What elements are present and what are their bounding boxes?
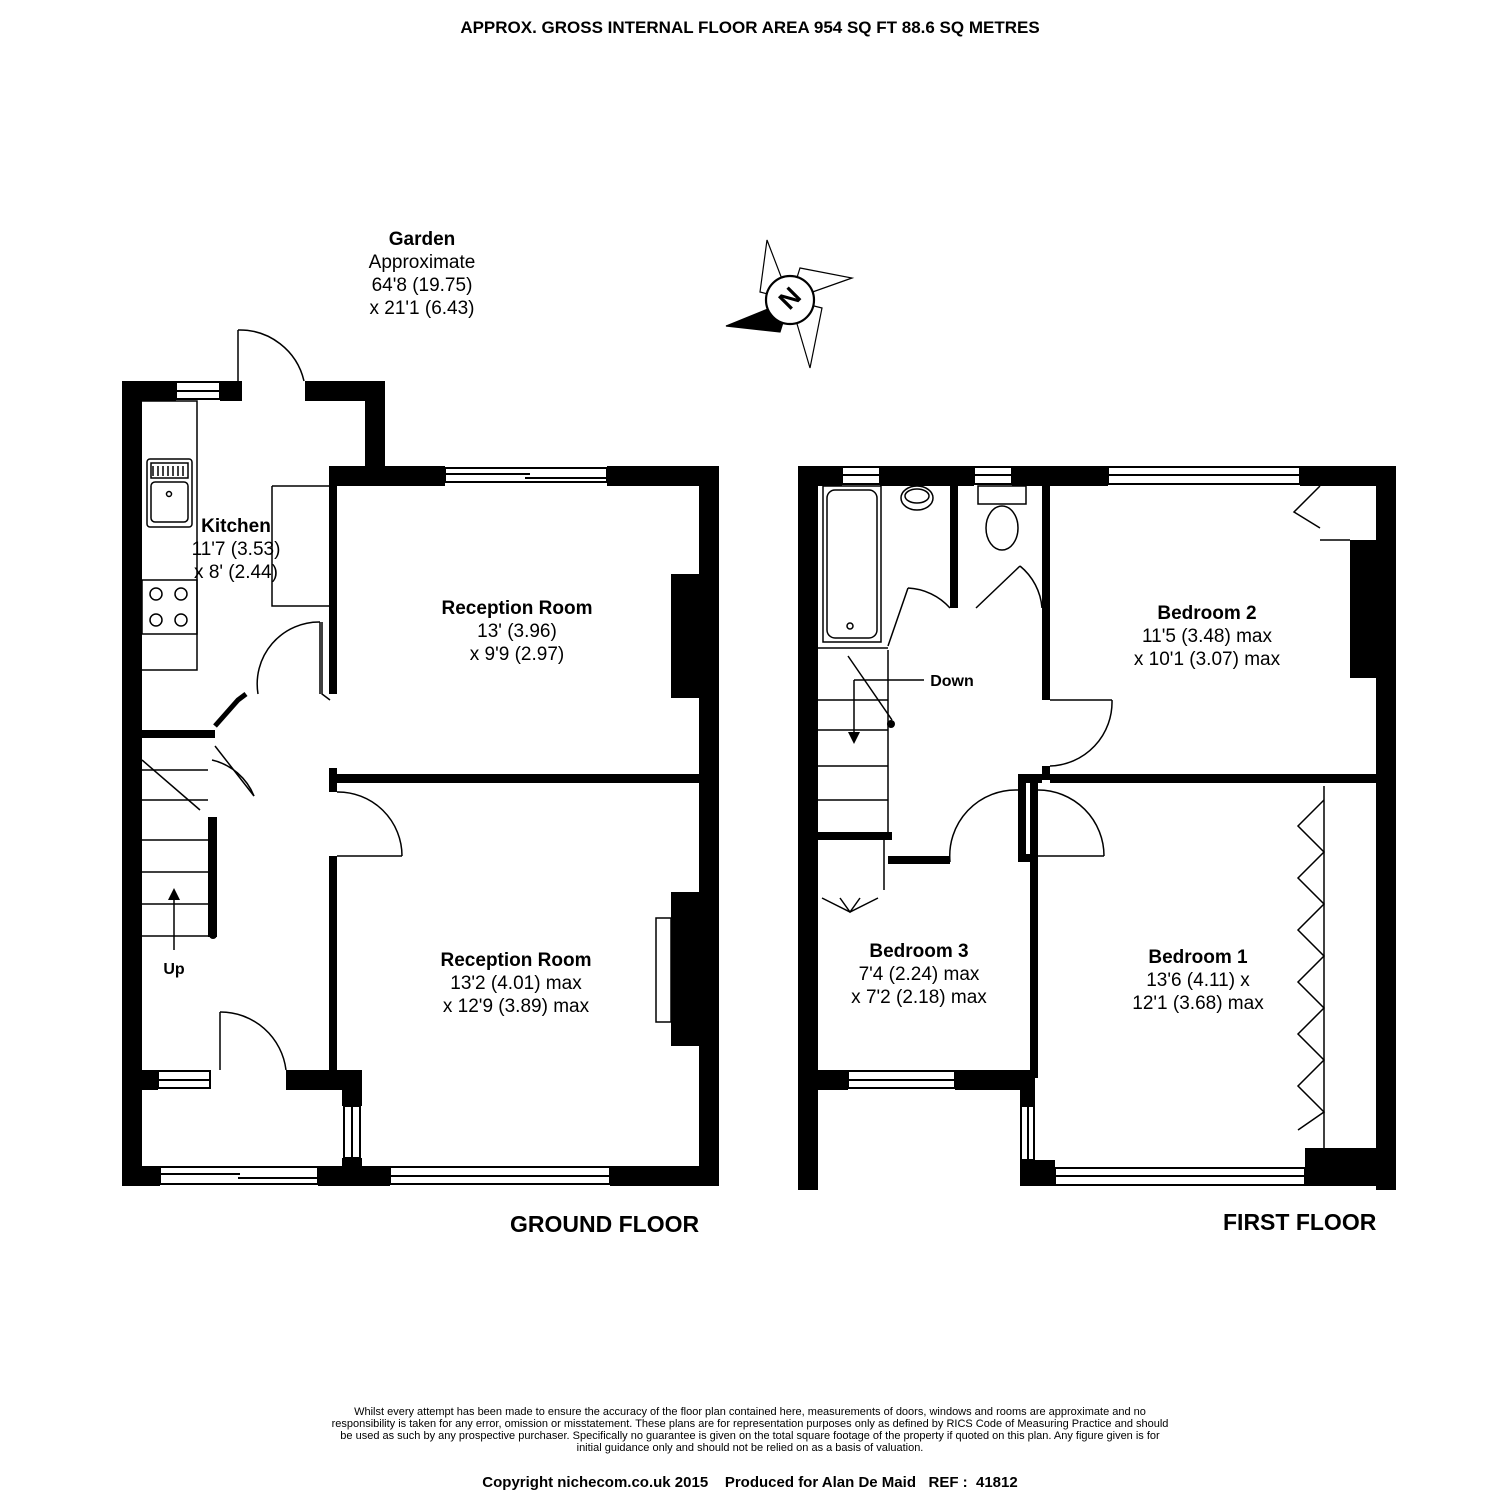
first-floor-fixtures [816,486,1350,1148]
room-name: Bedroom 3 [869,941,969,962]
room-dim1: 13'2 (4.01) max [450,973,582,994]
room-dim1: 13' (3.96) [477,621,557,642]
room-name: Bedroom 1 [1148,947,1248,968]
stairs-down-label: Down [930,673,974,690]
room-dim1: 11'7 (3.53) [191,539,281,560]
room-label-bedroom-1 [1132,946,1263,1015]
room-name: Kitchen [201,516,271,537]
room-label-bedroom-2 [1134,602,1280,671]
ground-floor-fixtures [142,330,671,1070]
room-dim1: 13'6 (4.11) x [1146,970,1250,991]
room-dim1: 11'5 (3.48) max [1141,626,1273,647]
room-dim2: x 7'2 (2.18) max [851,987,987,1008]
room-label-reception-room-1 [442,597,593,666]
room-dim2: 12'1 (3.68) max [1132,993,1264,1014]
room-label-kitchen [192,515,281,584]
room-name: Bedroom 2 [1157,603,1257,624]
disclaimer-text: Whilst every attempt has been made to ensure the accuracy of the floor plan contained here, measurements of doors, windows and rooms are approximate and no responsibility is taken for any error, omission or misstatement. These plans are for representation purposes only as defined by RICS Code of Measuring Practice and should be used as such by any prospective purchaser. Specifically no guarantee is given on the total square footage of the property if quoted on this plan. Any figure given is for initial guidance only and should not be relied on as a basis of valuation. [331,1406,1169,1454]
room-name: Reception Room [440,950,592,971]
room-dim2: x 12'9 (3.89) max [442,996,590,1017]
garden-label [369,228,476,320]
first-floor-windows [842,467,1305,1185]
garden-line2: 64'8 (19.75) [371,275,473,296]
room-name: Reception Room [441,598,593,619]
first-floor-title: FIRST FLOOR [1223,1209,1377,1235]
room-dim2: x 8' (2.44) [194,562,278,583]
ground-floor-walls [122,381,719,1186]
floor-area-header: APPROX. GROSS INTERNAL FLOOR AREA 954 SQ FT 88.6 SQ METRES [460,18,1040,37]
room-dim1: 7'4 (2.24) max [858,964,980,985]
room-label-reception-room-2 [441,949,592,1018]
stairs-up-label: Up [163,961,185,978]
garden-line1: Approximate [368,252,476,273]
room-dim2: x 9'9 (2.97) [469,644,565,665]
garden-name: Garden [388,229,456,250]
ground-floor-title: GROUND FLOOR [510,1211,700,1237]
copyright-footer: Copyright nichecom.co.uk 2015 Produced for Alan De Maid REF : 41812 [482,1474,1018,1491]
room-label-bedroom-3 [851,940,987,1009]
compass-north-letter: N [772,280,807,316]
room-dim2: x 10'1 (3.07) max [1133,649,1281,670]
garden-line3: x 21'1 (6.43) [369,298,475,319]
